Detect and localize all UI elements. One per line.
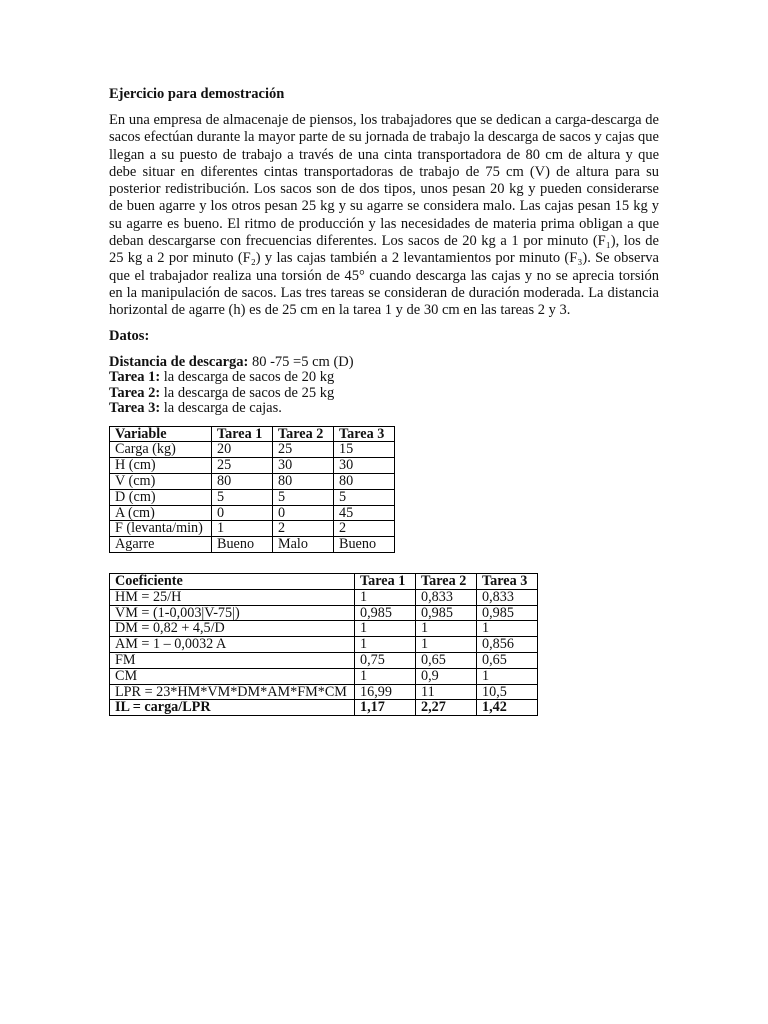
table-row [110, 589, 538, 605]
table-cell: H (cm) [110, 458, 212, 474]
table-cell: 30 [334, 458, 395, 474]
definition-label: Tarea 1: [109, 369, 161, 386]
header-cell: Variable [110, 426, 212, 442]
definition-label: Tarea 2: [109, 384, 161, 401]
table-row [110, 621, 538, 637]
header-cell: Tarea 2 [273, 426, 334, 442]
table-cell: 0,985 [477, 605, 538, 621]
table-cell: 1 [355, 589, 416, 605]
table-cell: 0,9 [416, 668, 477, 684]
table-cell: CM [110, 668, 355, 684]
table-cell: HM = 25/H [110, 589, 355, 605]
table-cell: 30 [273, 458, 334, 474]
header-cell: Tarea 1 [212, 426, 273, 442]
table-cell: 0,833 [416, 589, 477, 605]
table-header-row [110, 426, 395, 442]
definition-task-1 [109, 370, 659, 386]
table-cell: 1 [477, 668, 538, 684]
table-cell: F (levanta/min) [110, 521, 212, 537]
header-cell: Coeficiente [110, 573, 355, 589]
table-cell: 15 [334, 442, 395, 458]
header-cell: Tarea 2 [416, 573, 477, 589]
table-cell: FM [110, 652, 355, 668]
table-row [110, 605, 538, 621]
table-cell: Malo [273, 537, 334, 553]
table-row [110, 521, 395, 537]
table-cell: DM = 0,82 + 4,5/D [110, 621, 355, 637]
table-cell: 45 [334, 505, 395, 521]
table-row [110, 652, 538, 668]
task-definitions [109, 355, 659, 417]
coefficients-table [109, 573, 538, 716]
definition-value: la descarga de sacos de 20 kg [160, 369, 335, 386]
exercise-statement: En una empresa de almacenaje de piensos, los trabajadores que se dedican a carga-descarga de sacos efectúan durante la mayor parte de su jornada de trabajo la descarga de sacos y cajas que llegan a su puesto de trabajo a través de una cinta transportadora de 80 cm de altura y que debe situar en diferentes cintas transportadoras de trabajo de 75 cm (V) de altura para su posterior redistribución. Los sacos son de dos tipos, unos pesan 20 kg y pueden considerarse de buen agarre y los otros pesan 25 kg y su agarre se considera malo. Las cajas pesan 15 kg y su agarre es bueno. El ritmo de producción y las necesidades de materia prima obligan a que deban descargarse con frecuencias diferentes. Los sacos de 20 kg a 1 por minuto (F₁), los de 25 kg a 2 por minuto (F₂) y las cajas también a 2 levantamientos por minuto (F₃). Se observa que el trabajador realiza una torsión de 45° cuando descarga las cajas y no se aprecia torsión en la manipulación de sacos. Las tres tareas se consideran de duración moderada. La distancia horizontal de agarre (h) es de 25 cm en la tarea 1 y de 30 cm en las tareas 2 y 3. [109, 112, 659, 319]
table-row [110, 489, 395, 505]
table-cell: IL = carga/LPR [110, 700, 355, 716]
table-cell: 5 [212, 489, 273, 505]
table-cell: 5 [334, 489, 395, 505]
table-cell: 2 [334, 521, 395, 537]
definition-value: 80 -75 =5 cm (D) [248, 353, 354, 370]
header-cell: Tarea 3 [477, 573, 538, 589]
table-cell: 2,27 [416, 700, 477, 716]
definition-task-2 [109, 386, 659, 402]
table-cell: Bueno [212, 537, 273, 553]
table-cell: 0 [273, 505, 334, 521]
table-cell: 1 [212, 521, 273, 537]
table-cell: Agarre [110, 537, 212, 553]
table-cell: 80 [334, 473, 395, 489]
table-cell: 25 [273, 442, 334, 458]
variables-table [109, 426, 395, 553]
table-cell: Bueno [334, 537, 395, 553]
table-cell: 5 [273, 489, 334, 505]
table-cell: 0,985 [355, 605, 416, 621]
table-cell: 1 [355, 637, 416, 653]
table-cell: 0 [212, 505, 273, 521]
table-cell: D (cm) [110, 489, 212, 505]
table-cell: 0,65 [477, 652, 538, 668]
table-cell: 1,42 [477, 700, 538, 716]
table-cell: 0,985 [416, 605, 477, 621]
table-cell: 0,833 [477, 589, 538, 605]
table-cell: 80 [212, 473, 273, 489]
table-cell: VM = (1-0,003|V-75|) [110, 605, 355, 621]
table-row [110, 537, 395, 553]
table-row [110, 668, 538, 684]
table-row [110, 505, 395, 521]
table-cell: 1 [416, 621, 477, 637]
table-cell: 1 [355, 668, 416, 684]
table-cell: 0,856 [477, 637, 538, 653]
definition-label: Distancia de descarga: [109, 353, 249, 370]
table-row [110, 473, 395, 489]
table-row-il-result [110, 700, 538, 716]
definition-task-3 [109, 401, 659, 417]
table-cell: 0,65 [416, 652, 477, 668]
document-content [109, 86, 659, 716]
definition-value: la descarga de cajas. [160, 400, 282, 417]
table-cell: 0,75 [355, 652, 416, 668]
table-row [110, 637, 538, 653]
table-cell: A (cm) [110, 505, 212, 521]
table-cell: 1 [416, 637, 477, 653]
table-cell: 2 [273, 521, 334, 537]
header-cell: Tarea 3 [334, 426, 395, 442]
table-cell: 16,99 [355, 684, 416, 700]
table-cell: 1 [355, 621, 416, 637]
table-cell: V (cm) [110, 473, 212, 489]
table-row [110, 442, 395, 458]
header-cell: Tarea 1 [355, 573, 416, 589]
table-cell: LPR = 23*HM*VM*DM*AM*FM*CM [110, 684, 355, 700]
table-cell: 80 [273, 473, 334, 489]
table-row [110, 684, 538, 700]
table-cell: 10,5 [477, 684, 538, 700]
table-cell: 25 [212, 458, 273, 474]
table-cell: 11 [416, 684, 477, 700]
table-cell: AM = 1 – 0,0032 A [110, 637, 355, 653]
table-cell: 1 [477, 621, 538, 637]
definition-distance [109, 355, 659, 371]
definition-value: la descarga de sacos de 25 kg [160, 384, 335, 401]
table-cell: Carga (kg) [110, 442, 212, 458]
exercise-title: Ejercicio para demostración [109, 86, 285, 102]
definition-label: Tarea 3: [109, 400, 161, 417]
table-row [110, 458, 395, 474]
datos-heading: Datos: [109, 327, 150, 344]
table-header-row [110, 573, 538, 589]
table-cell: 1,17 [355, 700, 416, 716]
table-cell: 20 [212, 442, 273, 458]
